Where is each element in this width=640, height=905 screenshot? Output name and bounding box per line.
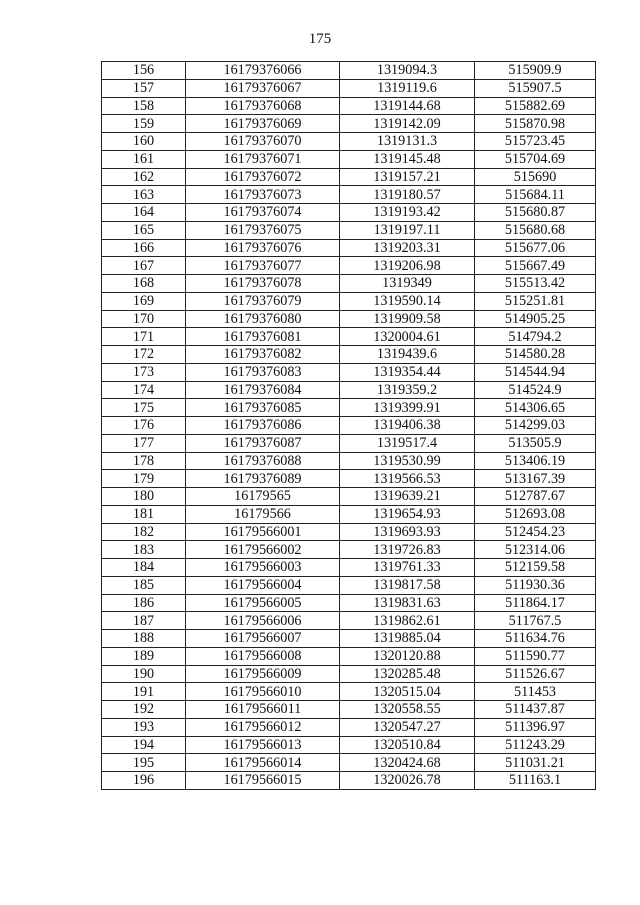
point-id-cell: 16179376084 (186, 381, 340, 399)
point-id-cell: 16179376076 (186, 239, 340, 257)
x-coordinate-cell: 1319145.48 (340, 150, 475, 168)
point-id-cell: 16179566012 (186, 718, 340, 736)
point-id-cell: 16179566009 (186, 665, 340, 683)
x-coordinate-cell: 1319144.68 (340, 97, 475, 115)
x-coordinate-cell: 1319530.99 (340, 452, 475, 470)
table-row (102, 434, 596, 452)
point-number-cell: 157 (102, 79, 186, 97)
point-number-cell: 195 (102, 754, 186, 772)
y-coordinate-cell: 515680.87 (475, 204, 596, 222)
point-number-cell: 164 (102, 204, 186, 222)
y-coordinate-cell: 515513.42 (475, 275, 596, 293)
point-id-cell: 16179376069 (186, 115, 340, 133)
x-coordinate-cell: 1319885.04 (340, 630, 475, 648)
table-row (102, 221, 596, 239)
table-row (102, 630, 596, 648)
point-id-cell: 16179376089 (186, 470, 340, 488)
x-coordinate-cell: 1319566.53 (340, 470, 475, 488)
y-coordinate-cell: 511590.77 (475, 647, 596, 665)
x-coordinate-cell: 1319590.14 (340, 292, 475, 310)
table-row (102, 168, 596, 186)
table-row (102, 594, 596, 612)
y-coordinate-cell: 515882.69 (475, 97, 596, 115)
table-body (102, 62, 596, 790)
x-coordinate-cell: 1320515.04 (340, 683, 475, 701)
x-coordinate-cell: 1320026.78 (340, 772, 475, 790)
point-number-cell: 159 (102, 115, 186, 133)
y-coordinate-cell: 514580.28 (475, 346, 596, 364)
point-number-cell: 175 (102, 399, 186, 417)
x-coordinate-cell: 1319119.6 (340, 79, 475, 97)
y-coordinate-cell: 511453 (475, 683, 596, 701)
y-coordinate-cell: 515251.81 (475, 292, 596, 310)
point-id-cell: 16179566005 (186, 594, 340, 612)
table-row (102, 62, 596, 80)
table-row (102, 310, 596, 328)
y-coordinate-cell: 513167.39 (475, 470, 596, 488)
point-id-cell: 16179376074 (186, 204, 340, 222)
table-row (102, 346, 596, 364)
x-coordinate-cell: 1319193.42 (340, 204, 475, 222)
x-coordinate-cell: 1320120.88 (340, 647, 475, 665)
point-number-cell: 163 (102, 186, 186, 204)
table-row (102, 665, 596, 683)
x-coordinate-cell: 1320558.55 (340, 701, 475, 719)
table-row (102, 328, 596, 346)
y-coordinate-cell: 511163.1 (475, 772, 596, 790)
point-number-cell: 161 (102, 150, 186, 168)
x-coordinate-cell: 1319206.98 (340, 257, 475, 275)
point-id-cell: 16179566006 (186, 612, 340, 630)
x-coordinate-cell: 1319203.31 (340, 239, 475, 257)
y-coordinate-cell: 515677.06 (475, 239, 596, 257)
table-row (102, 204, 596, 222)
point-number-cell: 183 (102, 541, 186, 559)
point-number-cell: 178 (102, 452, 186, 470)
point-id-cell: 16179566002 (186, 541, 340, 559)
x-coordinate-cell: 1320285.48 (340, 665, 475, 683)
point-number-cell: 184 (102, 559, 186, 577)
point-number-cell: 193 (102, 718, 186, 736)
x-coordinate-cell: 1319142.09 (340, 115, 475, 133)
table-row (102, 97, 596, 115)
point-id-cell: 16179566013 (186, 736, 340, 754)
x-coordinate-cell: 1319157.21 (340, 168, 475, 186)
table-row (102, 718, 596, 736)
x-coordinate-cell: 1319197.11 (340, 221, 475, 239)
x-coordinate-cell: 1319349 (340, 275, 475, 293)
table-row (102, 576, 596, 594)
point-id-cell: 16179376067 (186, 79, 340, 97)
table-row (102, 647, 596, 665)
table-row (102, 363, 596, 381)
point-number-cell: 179 (102, 470, 186, 488)
table-row (102, 257, 596, 275)
point-id-cell: 16179376080 (186, 310, 340, 328)
point-id-cell: 16179376087 (186, 434, 340, 452)
point-number-cell: 186 (102, 594, 186, 612)
point-number-cell: 181 (102, 505, 186, 523)
point-id-cell: 16179566015 (186, 772, 340, 790)
y-coordinate-cell: 514905.25 (475, 310, 596, 328)
y-coordinate-cell: 513406.19 (475, 452, 596, 470)
point-number-cell: 170 (102, 310, 186, 328)
point-id-cell: 16179566007 (186, 630, 340, 648)
point-id-cell: 16179376073 (186, 186, 340, 204)
x-coordinate-cell: 1320424.68 (340, 754, 475, 772)
point-id-cell: 16179376077 (186, 257, 340, 275)
point-id-cell: 16179566014 (186, 754, 340, 772)
point-id-cell: 16179566008 (186, 647, 340, 665)
point-id-cell: 16179376079 (186, 292, 340, 310)
point-id-cell: 16179566001 (186, 523, 340, 541)
y-coordinate-cell: 511437.87 (475, 701, 596, 719)
table-row (102, 505, 596, 523)
point-id-cell: 16179376078 (186, 275, 340, 293)
table-row (102, 736, 596, 754)
x-coordinate-cell: 1320004.61 (340, 328, 475, 346)
table-row (102, 452, 596, 470)
point-number-cell: 189 (102, 647, 186, 665)
point-id-cell: 16179376081 (186, 328, 340, 346)
point-number-cell: 182 (102, 523, 186, 541)
point-id-cell: 16179376072 (186, 168, 340, 186)
x-coordinate-cell: 1319726.83 (340, 541, 475, 559)
x-coordinate-cell: 1319094.3 (340, 62, 475, 80)
point-number-cell: 188 (102, 630, 186, 648)
y-coordinate-cell: 512454.23 (475, 523, 596, 541)
x-coordinate-cell: 1319639.21 (340, 488, 475, 506)
x-coordinate-cell: 1319180.57 (340, 186, 475, 204)
x-coordinate-cell: 1319354.44 (340, 363, 475, 381)
x-coordinate-cell: 1319359.2 (340, 381, 475, 399)
x-coordinate-cell: 1319761.33 (340, 559, 475, 577)
point-number-cell: 167 (102, 257, 186, 275)
point-number-cell: 192 (102, 701, 186, 719)
y-coordinate-cell: 515680.68 (475, 221, 596, 239)
point-number-cell: 174 (102, 381, 186, 399)
table-row (102, 186, 596, 204)
point-number-cell: 187 (102, 612, 186, 630)
table-row (102, 275, 596, 293)
y-coordinate-cell: 511243.29 (475, 736, 596, 754)
y-coordinate-cell: 511396.97 (475, 718, 596, 736)
point-id-cell: 16179566010 (186, 683, 340, 701)
y-coordinate-cell: 515723.45 (475, 133, 596, 151)
point-number-cell: 162 (102, 168, 186, 186)
y-coordinate-cell: 515684.11 (475, 186, 596, 204)
x-coordinate-cell: 1319817.58 (340, 576, 475, 594)
point-number-cell: 173 (102, 363, 186, 381)
point-number-cell: 158 (102, 97, 186, 115)
x-coordinate-cell: 1319399.91 (340, 399, 475, 417)
y-coordinate-cell: 514544.94 (475, 363, 596, 381)
table-row (102, 292, 596, 310)
table-row (102, 523, 596, 541)
table-row (102, 754, 596, 772)
y-coordinate-cell: 515909.9 (475, 62, 596, 80)
point-id-cell: 16179566 (186, 505, 340, 523)
y-coordinate-cell: 515704.69 (475, 150, 596, 168)
point-number-cell: 171 (102, 328, 186, 346)
table-row (102, 541, 596, 559)
point-id-cell: 16179376071 (186, 150, 340, 168)
x-coordinate-cell: 1320547.27 (340, 718, 475, 736)
point-id-cell: 16179376086 (186, 417, 340, 435)
table-row (102, 488, 596, 506)
y-coordinate-cell: 512159.58 (475, 559, 596, 577)
point-id-cell: 16179376088 (186, 452, 340, 470)
point-id-cell: 16179565 (186, 488, 340, 506)
point-number-cell: 160 (102, 133, 186, 151)
point-number-cell: 185 (102, 576, 186, 594)
point-id-cell: 16179376070 (186, 133, 340, 151)
point-number-cell: 166 (102, 239, 186, 257)
y-coordinate-cell: 515690 (475, 168, 596, 186)
y-coordinate-cell: 511930.36 (475, 576, 596, 594)
table-row (102, 133, 596, 151)
y-coordinate-cell: 512787.67 (475, 488, 596, 506)
x-coordinate-cell: 1319862.61 (340, 612, 475, 630)
point-number-cell: 190 (102, 665, 186, 683)
point-id-cell: 16179376082 (186, 346, 340, 364)
y-coordinate-cell: 511634.76 (475, 630, 596, 648)
x-coordinate-cell: 1319693.93 (340, 523, 475, 541)
table-row (102, 239, 596, 257)
point-id-cell: 16179566004 (186, 576, 340, 594)
point-number-cell: 169 (102, 292, 186, 310)
x-coordinate-cell: 1319517.4 (340, 434, 475, 452)
table-row (102, 399, 596, 417)
y-coordinate-cell: 511864.17 (475, 594, 596, 612)
y-coordinate-cell: 513505.9 (475, 434, 596, 452)
point-number-cell: 168 (102, 275, 186, 293)
x-coordinate-cell: 1319909.58 (340, 310, 475, 328)
y-coordinate-cell: 515870.98 (475, 115, 596, 133)
x-coordinate-cell: 1320510.84 (340, 736, 475, 754)
point-number-cell: 180 (102, 488, 186, 506)
x-coordinate-cell: 1319406.38 (340, 417, 475, 435)
point-number-cell: 194 (102, 736, 186, 754)
point-number-cell: 177 (102, 434, 186, 452)
point-number-cell: 196 (102, 772, 186, 790)
point-id-cell: 16179566003 (186, 559, 340, 577)
point-id-cell: 16179376085 (186, 399, 340, 417)
y-coordinate-cell: 511031.21 (475, 754, 596, 772)
coordinate-table (101, 61, 596, 790)
y-coordinate-cell: 511767.5 (475, 612, 596, 630)
y-coordinate-cell: 514299.03 (475, 417, 596, 435)
point-number-cell: 165 (102, 221, 186, 239)
point-id-cell: 16179376066 (186, 62, 340, 80)
y-coordinate-cell: 512314.06 (475, 541, 596, 559)
x-coordinate-cell: 1319131.3 (340, 133, 475, 151)
table-row (102, 79, 596, 97)
y-coordinate-cell: 515907.5 (475, 79, 596, 97)
table-row (102, 683, 596, 701)
y-coordinate-cell: 514524.9 (475, 381, 596, 399)
point-number-cell: 156 (102, 62, 186, 80)
x-coordinate-cell: 1319831.63 (340, 594, 475, 612)
page-number: 175 (308, 31, 332, 47)
point-number-cell: 176 (102, 417, 186, 435)
point-id-cell: 16179566011 (186, 701, 340, 719)
y-coordinate-cell: 514794.2 (475, 328, 596, 346)
table-row (102, 612, 596, 630)
y-coordinate-cell: 514306.65 (475, 399, 596, 417)
table-row (102, 701, 596, 719)
point-number-cell: 172 (102, 346, 186, 364)
table-row (102, 417, 596, 435)
table-row (102, 115, 596, 133)
x-coordinate-cell: 1319439.6 (340, 346, 475, 364)
table-row (102, 381, 596, 399)
point-id-cell: 16179376075 (186, 221, 340, 239)
point-id-cell: 16179376068 (186, 97, 340, 115)
point-id-cell: 16179376083 (186, 363, 340, 381)
table-row (102, 470, 596, 488)
y-coordinate-cell: 511526.67 (475, 665, 596, 683)
table-row (102, 559, 596, 577)
y-coordinate-cell: 512693.08 (475, 505, 596, 523)
point-number-cell: 191 (102, 683, 186, 701)
table-row (102, 772, 596, 790)
table-row (102, 150, 596, 168)
y-coordinate-cell: 515667.49 (475, 257, 596, 275)
x-coordinate-cell: 1319654.93 (340, 505, 475, 523)
